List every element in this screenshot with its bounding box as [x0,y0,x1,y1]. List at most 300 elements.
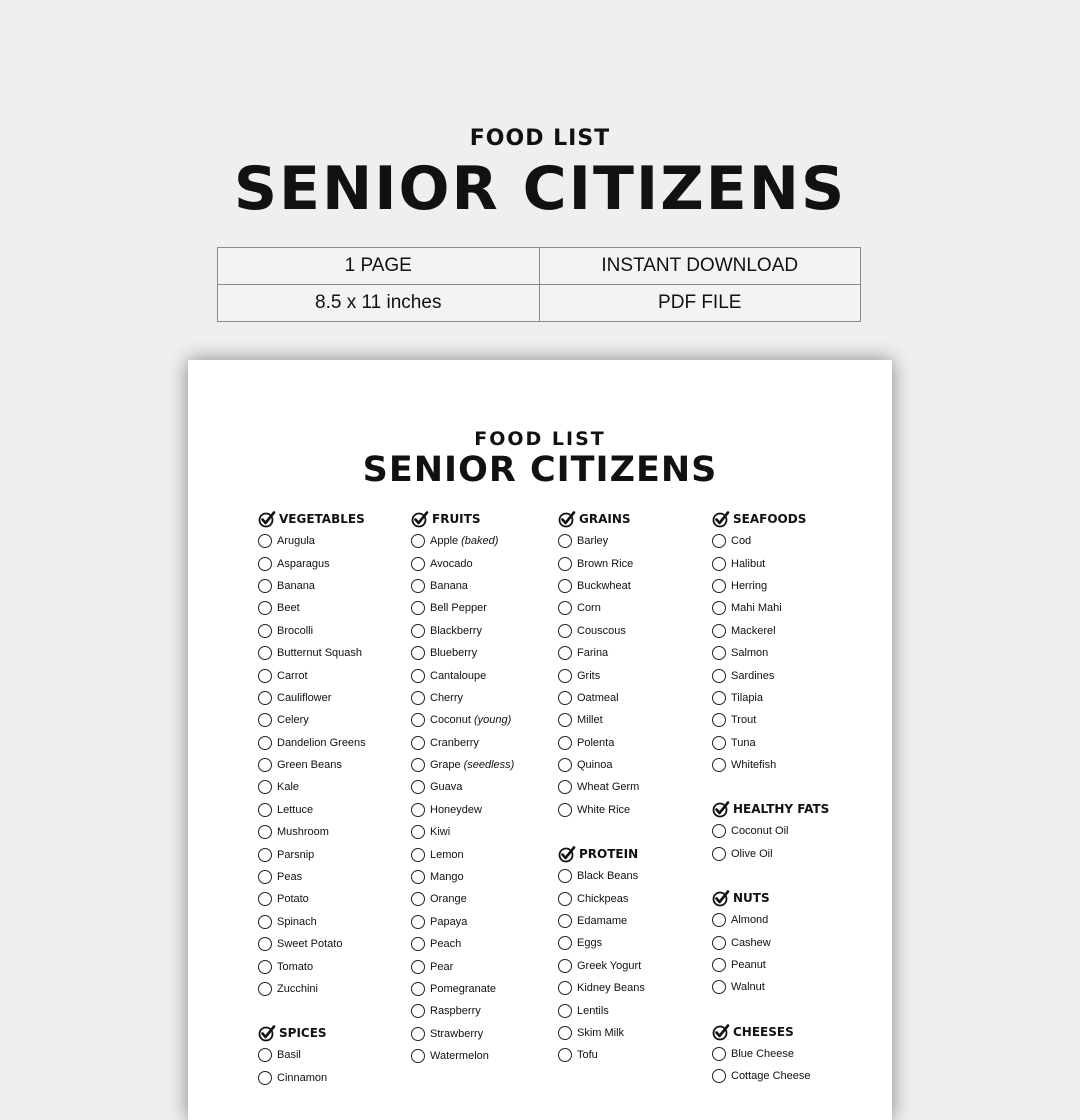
checklist-item-label: Mushroom [277,826,329,839]
checklist-item-label: Brown Rice [577,557,634,570]
section-heading [712,887,862,909]
checklist-item-label: Cauliflower [277,691,332,704]
checklist-item [558,977,708,999]
checklist-item [258,978,408,1000]
empty-checkbox-circle-icon [411,915,425,929]
checklist-item [411,1000,561,1022]
checklist-item [258,799,408,821]
checklist-item-label: Eggs [577,937,603,950]
checklist-item [558,865,708,887]
checklist-item [411,911,561,933]
checklist-item [411,1023,561,1045]
checklist-item-label: Cinnamon [277,1071,328,1084]
section-heading-label: NUTS [733,891,770,906]
preview-subtitle: FOOD LIST [474,428,606,450]
checklist-item-label: Peas [277,871,303,884]
checklist-item-label: Tofu [577,1049,598,1062]
checklist-item [411,709,561,731]
checklist-item [411,620,561,642]
checklist-item-label: Peanut [731,959,766,972]
empty-checkbox-circle-icon [712,936,726,950]
empty-checkbox-circle-icon [411,1049,425,1063]
info-cell-delivery: INSTANT DOWNLOAD [539,248,861,285]
empty-checkbox-circle-icon [411,1027,425,1041]
checklist-item [712,954,862,976]
checklist-item-label: Mackerel [731,624,776,637]
empty-checkbox-circle-icon [258,579,272,593]
section-heading-label: FRUITS [432,512,481,526]
checklist-item [258,1044,408,1066]
info-row [218,285,861,322]
checklist-item [712,575,862,597]
empty-checkbox-circle-icon [558,936,572,950]
empty-checkbox-circle-icon [558,1026,572,1040]
checklist-item-label: Parsnip [277,848,315,861]
checklist-item-label: Herring [731,579,768,592]
checklist-item [558,754,708,776]
empty-checkbox-circle-icon [558,534,572,548]
empty-checkbox-circle-icon [411,557,425,571]
empty-checkbox-circle-icon [712,736,726,750]
empty-checkbox-circle-icon [558,624,572,638]
info-cell-format: PDF FILE [539,285,861,322]
empty-checkbox-circle-icon [558,1004,572,1018]
checklist-item [258,888,408,910]
checklist-item-label: Olive Oil [731,847,773,860]
empty-checkbox-circle-icon [558,579,572,593]
checklist-item [411,575,561,597]
checklist-item [558,530,708,552]
checklist-item [558,552,708,574]
empty-checkbox-circle-icon [258,534,272,548]
checklist-item [712,687,862,709]
checklist-item-label: Blue Cheese [731,1047,794,1060]
checklist-item [558,687,708,709]
checklist-item-label: Wheat Germ [577,781,640,794]
section-heading [558,508,708,530]
empty-checkbox-circle-icon [712,758,726,772]
checklist-item-label: Lettuce [277,803,314,816]
empty-checkbox-circle-icon [712,980,726,994]
checklist-item [258,754,408,776]
empty-checkbox-circle-icon [558,713,572,727]
empty-checkbox-circle-icon [258,848,272,862]
checklist-item-label: Coconut Oil [731,825,789,838]
empty-checkbox-circle-icon [258,646,272,660]
empty-checkbox-circle-icon [558,803,572,817]
checklist-item-label: Black Beans [577,870,639,883]
empty-checkbox-circle-icon [258,825,272,839]
food-column-1 [258,508,408,1111]
checklist-item [558,709,708,731]
empty-checkbox-circle-icon [411,646,425,660]
checklist-item-label: Skim Milk [577,1027,625,1039]
empty-checkbox-circle-icon [558,646,572,660]
checklist-item [558,664,708,686]
checklist-item [411,776,561,798]
checklist-item [258,955,408,977]
checklist-item-label: Greek Yogurt [577,959,642,972]
empty-checkbox-circle-icon [558,914,572,928]
checklist-item-label: Couscous [577,624,626,637]
section-heading [258,1022,408,1044]
checklist-item-label: Cantaloupe [430,669,487,682]
empty-checkbox-circle-icon [712,691,726,705]
checklist-item [558,620,708,642]
checklist-item [411,866,561,888]
checklist-item [558,642,708,664]
section-heading-label: SPICES [279,1026,327,1041]
checklist-item [258,664,408,686]
checklist-item-label: Avocado [430,557,473,570]
check-circle-icon [712,889,730,907]
checklist-item-note: (baked) [461,535,499,548]
checklist-item-label: Asparagus [277,557,330,570]
food-section-spices [258,1022,408,1089]
food-column-2 [411,508,561,1089]
checklist-item-label: Watermelon [430,1050,489,1063]
checklist-item-label: Pomegranate [430,983,497,995]
empty-checkbox-circle-icon [411,624,425,638]
empty-checkbox-circle-icon [411,848,425,862]
checklist-item-note: (seedless) [463,759,515,772]
info-cell-size: 8.5 x 11 inches [218,285,540,322]
checklist-item-label: Guava [430,781,463,794]
checklist-item-label: Coconut [430,714,471,727]
empty-checkbox-circle-icon [712,958,726,972]
food-section-fruits [411,508,561,1067]
checklist-item [558,575,708,597]
checklist-item-label: Raspberry [430,1005,481,1018]
checklist-item-label: Basil [277,1049,301,1062]
checklist-item-label: Mango [430,871,464,884]
empty-checkbox-circle-icon [558,892,572,906]
checklist-item-label: Almond [731,914,769,927]
checklist-item-label: Green Beans [277,759,342,772]
checklist-item [712,843,862,865]
empty-checkbox-circle-icon [258,1071,272,1085]
check-circle-icon [558,845,576,863]
checklist-item [411,597,561,619]
checklist-item [712,732,862,754]
checklist-item [411,843,561,865]
checklist-item [712,620,862,642]
checklist-item-label: Barley [577,535,609,548]
checklist-item-label: Dandelion Greens [277,736,366,749]
empty-checkbox-circle-icon [411,1004,425,1018]
empty-checkbox-circle-icon [712,713,726,727]
document-preview [188,360,892,1120]
checklist-item-label: Tilapia [731,691,763,704]
empty-checkbox-circle-icon [712,913,726,927]
checklist-item [558,955,708,977]
checklist-item [558,799,708,821]
empty-checkbox-circle-icon [558,691,572,705]
empty-checkbox-circle-icon [258,915,272,929]
checklist-item [411,978,561,1000]
checklist-item-label: Banana [430,579,468,592]
check-circle-icon [258,510,276,528]
checklist-item [411,530,561,552]
check-circle-icon [712,800,730,818]
checklist-item [258,597,408,619]
section-heading-label: PROTEIN [579,847,639,862]
checklist-item [258,642,408,664]
checklist-item-label: Whitefish [731,759,777,772]
checklist-item-label: Sweet Potato [277,938,343,951]
checklist-item-label: Papaya [430,915,468,928]
empty-checkbox-circle-icon [258,892,272,906]
empty-checkbox-circle-icon [558,869,572,883]
checklist-item-label: Mahi Mahi [731,602,782,615]
empty-checkbox-circle-icon [411,803,425,817]
checklist-item [712,931,862,953]
section-heading [712,798,862,820]
section-heading-label: HEALTHY FATS [733,802,830,817]
checklist-item [258,709,408,731]
checklist-item-label: Zucchini [277,983,318,995]
checklist-item [558,932,708,954]
checklist-item [558,1044,708,1066]
checklist-item-label: Millet [577,714,603,727]
checklist-item-label: Apple [430,535,459,548]
food-section-cheeses [712,1021,862,1088]
checklist-item [712,976,862,998]
empty-checkbox-circle-icon [712,847,726,861]
empty-checkbox-circle-icon [258,601,272,615]
empty-checkbox-circle-icon [712,824,726,838]
section-heading-label: GRAINS [579,512,631,526]
checklist-item-label: Peach [430,938,462,951]
checklist-item [258,620,408,642]
food-section-nuts [712,887,862,999]
checklist-item-label: Potato [277,893,309,906]
checklist-item [712,820,862,842]
checklist-item-label: Edamame [577,915,628,928]
empty-checkbox-circle-icon [712,579,726,593]
checklist-item [712,664,862,686]
empty-checkbox-circle-icon [411,691,425,705]
food-column-3 [558,508,708,1089]
checklist-item-label: Honeydew [430,803,482,816]
checklist-item-label: Orange [430,893,467,906]
food-section-seafoods [712,508,862,776]
empty-checkbox-circle-icon [411,825,425,839]
checklist-item [712,909,862,931]
checklist-item [411,821,561,843]
checklist-item-label: Corn [577,602,601,615]
checklist-item [712,642,862,664]
checklist-item [712,597,862,619]
checklist-item-label: Celery [277,714,309,727]
checklist-item [712,754,862,776]
checklist-item-label: Spinach [277,915,317,928]
section-heading [712,1021,862,1043]
check-circle-icon [712,510,730,528]
checklist-item-label: Bell Pepper [430,602,487,615]
empty-checkbox-circle-icon [411,960,425,974]
checklist-item-label: Kale [277,781,300,794]
checklist-item-label: Trout [731,714,757,727]
checklist-item-label: Buckwheat [577,579,631,592]
checklist-item-label: Tomato [277,960,314,973]
checklist-item-label: Cashew [731,936,771,949]
empty-checkbox-circle-icon [558,601,572,615]
checklist-item [258,843,408,865]
checklist-item [258,911,408,933]
empty-checkbox-circle-icon [411,534,425,548]
checklist-item [258,933,408,955]
empty-checkbox-circle-icon [712,624,726,638]
checklist-item-label: Quinoa [577,759,613,772]
checklist-item [258,821,408,843]
checklist-item-note: (young) [473,714,512,727]
food-section-protein [558,843,708,1067]
empty-checkbox-circle-icon [558,780,572,794]
empty-checkbox-circle-icon [258,691,272,705]
checklist-item [712,1043,862,1065]
empty-checkbox-circle-icon [712,534,726,548]
empty-checkbox-circle-icon [411,982,425,996]
section-heading [411,508,561,530]
checklist-item-label: Walnut [731,981,765,994]
info-table [217,247,861,322]
empty-checkbox-circle-icon [411,780,425,794]
checklist-item [411,552,561,574]
checklist-item-label: Beet [277,602,300,615]
checklist-item-label: Arugula [277,535,315,548]
empty-checkbox-circle-icon [258,960,272,974]
checklist-item [558,999,708,1021]
empty-checkbox-circle-icon [558,557,572,571]
checklist-item-label: Chickpeas [577,892,629,905]
check-circle-icon [258,1024,276,1042]
checklist-item-label: Brocolli [277,624,314,637]
checklist-item-label: Kiwi [430,826,451,839]
checklist-item [411,687,561,709]
checklist-item [258,575,408,597]
check-circle-icon [712,1023,730,1041]
empty-checkbox-circle-icon [411,758,425,772]
checklist-item-label: Cranberry [430,736,479,749]
empty-checkbox-circle-icon [712,1069,726,1083]
checklist-item-label: Sardines [731,669,775,682]
checklist-item [558,887,708,909]
checklist-item-label: Grits [577,669,601,682]
checklist-item [411,933,561,955]
checklist-item-label: Oatmeal [577,691,619,704]
empty-checkbox-circle-icon [712,669,726,683]
checklist-item [258,732,408,754]
checklist-item [258,866,408,888]
checklist-item [712,530,862,552]
empty-checkbox-circle-icon [258,1048,272,1062]
checklist-item [712,1065,862,1087]
checklist-item-label: Grape [430,759,461,772]
empty-checkbox-circle-icon [558,981,572,995]
checklist-item [558,597,708,619]
checklist-item-label: Tuna [731,736,756,749]
empty-checkbox-circle-icon [258,982,272,996]
checklist-item [258,1067,408,1089]
section-heading-label: SEAFOODS [733,512,807,526]
checklist-item [712,709,862,731]
checklist-item-label: Farina [577,647,609,660]
empty-checkbox-circle-icon [558,669,572,683]
checklist-item [411,799,561,821]
empty-checkbox-circle-icon [258,758,272,772]
checklist-item-label: Carrot [277,669,308,682]
section-heading-label: CHEESES [733,1024,794,1039]
empty-checkbox-circle-icon [712,1047,726,1061]
checklist-item [558,1022,708,1044]
info-row [218,248,861,285]
checklist-item [712,552,862,574]
checklist-item-label: Cod [731,535,752,548]
checklist-item [558,732,708,754]
food-section-healthy-fats [712,798,862,865]
checklist-item-label: Strawberry [430,1027,484,1040]
section-heading [258,508,408,530]
empty-checkbox-circle-icon [411,736,425,750]
checklist-item [411,642,561,664]
empty-checkbox-circle-icon [258,624,272,638]
section-heading [712,508,862,530]
checklist-item [411,888,561,910]
checklist-item [258,687,408,709]
checklist-item-label: Blackberry [430,624,482,637]
food-section-grains [558,508,708,821]
empty-checkbox-circle-icon [258,803,272,817]
empty-checkbox-circle-icon [258,557,272,571]
empty-checkbox-circle-icon [712,646,726,660]
checklist-item [411,955,561,977]
checklist-item-label: Kidney Beans [577,982,645,995]
header-subtitle: FOOD LIST [469,126,611,151]
checklist-item-label: Cherry [430,691,464,704]
checklist-item-label: Pear [430,960,454,973]
checklist-item [258,530,408,552]
empty-checkbox-circle-icon [558,959,572,973]
empty-checkbox-circle-icon [258,669,272,683]
empty-checkbox-circle-icon [258,780,272,794]
checklist-item-label: White Rice [577,803,631,816]
checklist-item [411,732,561,754]
empty-checkbox-circle-icon [411,892,425,906]
checklist-item [258,776,408,798]
empty-checkbox-circle-icon [258,937,272,951]
checklist-item-label: Lemon [430,848,464,861]
header-title: SENIOR CITIZENS [233,154,847,224]
preview-title: SENIOR CITIZENS [362,450,718,490]
check-circle-icon [411,510,429,528]
checklist-item-label: Salmon [731,647,769,660]
empty-checkbox-circle-icon [411,937,425,951]
checklist-item-label: Cottage Cheese [731,1070,811,1083]
empty-checkbox-circle-icon [712,557,726,571]
empty-checkbox-circle-icon [558,1048,572,1062]
checklist-item [411,664,561,686]
empty-checkbox-circle-icon [411,601,425,615]
food-column-4 [712,508,862,1109]
checklist-item [258,552,408,574]
checklist-item-label: Halibut [731,557,766,570]
empty-checkbox-circle-icon [258,736,272,750]
checklist-item-label: Lentils [577,1004,609,1017]
empty-checkbox-circle-icon [411,669,425,683]
info-cell-pages: 1 PAGE [218,248,540,285]
checklist-item [411,754,561,776]
